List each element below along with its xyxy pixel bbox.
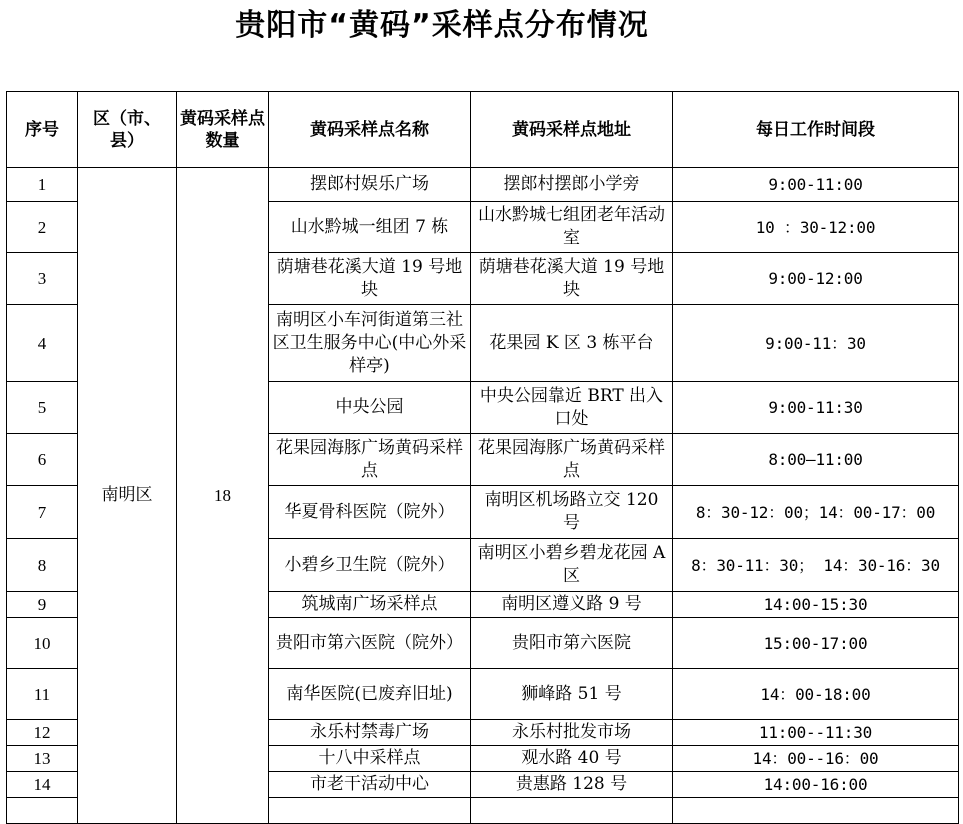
site-address: 狮峰路 51 号	[471, 669, 673, 720]
site-address: 贵惠路 128 号	[471, 772, 673, 798]
site-address: 山水黔城七组团老年活动室	[471, 202, 673, 253]
row-index: 2	[7, 202, 78, 253]
site-hours: 10 ：30-12:00	[673, 202, 959, 253]
site-hours: 14：00--16：00	[673, 746, 959, 772]
header-count: 黄码采样点数量	[177, 92, 269, 168]
site-hours: 14:00-16:00	[673, 772, 959, 798]
site-name: 中央公园	[269, 382, 471, 434]
header-district: 区（市、县）	[78, 92, 177, 168]
site-name: 华夏骨科医院（院外）	[269, 486, 471, 539]
site-name: 山水黔城一组团 7 栋	[269, 202, 471, 253]
site-hours: 9:00-11:30	[673, 382, 959, 434]
site-name: 市老干活动中心	[269, 772, 471, 798]
row-index: 6	[7, 434, 78, 486]
site-name: 南明区小车河街道第三社区卫生服务中心(中心外采样亭)	[269, 305, 471, 382]
site-hours: 14:00-15:30	[673, 592, 959, 618]
row-index: 12	[7, 720, 78, 746]
site-hours: 8：30-11：30； 14：30-16：30	[673, 539, 959, 592]
row-index: 4	[7, 305, 78, 382]
site-address: 贵阳市第六医院	[471, 618, 673, 669]
row-index: 3	[7, 253, 78, 305]
site-name: 贵阳市第六医院（院外）	[269, 618, 471, 669]
site-name: 永乐村禁毒广场	[269, 720, 471, 746]
site-address: 花果园海豚广场黄码采样点	[471, 434, 673, 486]
site-name: 花果园海豚广场黄码采样点	[269, 434, 471, 486]
sampling-sites-table	[6, 91, 959, 824]
page-title: 贵阳市“黄码”采样点分布情况	[235, 8, 649, 43]
site-address: 永乐村批发市场	[471, 720, 673, 746]
header-index: 序号	[7, 92, 78, 168]
site-address: 南明区小碧乡碧龙花园 A 区	[471, 539, 673, 592]
header-hours: 每日工作时间段	[673, 92, 959, 168]
site-name: 小碧乡卫生院（院外）	[269, 539, 471, 592]
header-row	[7, 92, 959, 168]
site-hours: 9:00-11:00	[673, 168, 959, 202]
site-hours: 8:00—11:00	[673, 434, 959, 486]
header-site-address: 黄码采样点地址	[471, 92, 673, 168]
site-name: 摆郎村娱乐广场	[269, 168, 471, 202]
site-name: 十八中采样点	[269, 746, 471, 772]
site-hours: 11:00--11:30	[673, 720, 959, 746]
count-cell: 18	[177, 168, 269, 824]
row-index	[7, 798, 78, 824]
row-index: 1	[7, 168, 78, 202]
site-address: 花果园 K 区 3 栋平台	[471, 305, 673, 382]
site-address: 南明区机场路立交 120 号	[471, 486, 673, 539]
table-row	[7, 168, 959, 202]
site-hours	[673, 798, 959, 824]
header-site-name: 黄码采样点名称	[269, 92, 471, 168]
row-index: 5	[7, 382, 78, 434]
site-hours: 15:00-17:00	[673, 618, 959, 669]
site-hours: 8：30-12：00；14：00-17：00	[673, 486, 959, 539]
row-index: 10	[7, 618, 78, 669]
site-address	[471, 798, 673, 824]
row-index: 9	[7, 592, 78, 618]
district-cell: 南明区	[78, 168, 177, 824]
row-index: 8	[7, 539, 78, 592]
site-address: 中央公园靠近 BRT 出入口处	[471, 382, 673, 434]
site-address: 荫塘巷花溪大道 19 号地块	[471, 253, 673, 305]
site-name: 筑城南广场采样点	[269, 592, 471, 618]
site-name	[269, 798, 471, 824]
site-hours: 14：00-18:00	[673, 669, 959, 720]
site-hours: 9:00-11：30	[673, 305, 959, 382]
site-hours: 9:00-12:00	[673, 253, 959, 305]
site-name: 南华医院(已废弃旧址)	[269, 669, 471, 720]
row-index: 14	[7, 772, 78, 798]
row-index: 11	[7, 669, 78, 720]
site-address: 摆郎村摆郎小学旁	[471, 168, 673, 202]
site-address: 观水路 40 号	[471, 746, 673, 772]
site-address: 南明区遵义路 9 号	[471, 592, 673, 618]
row-index: 13	[7, 746, 78, 772]
site-name: 荫塘巷花溪大道 19 号地块	[269, 253, 471, 305]
row-index: 7	[7, 486, 78, 539]
